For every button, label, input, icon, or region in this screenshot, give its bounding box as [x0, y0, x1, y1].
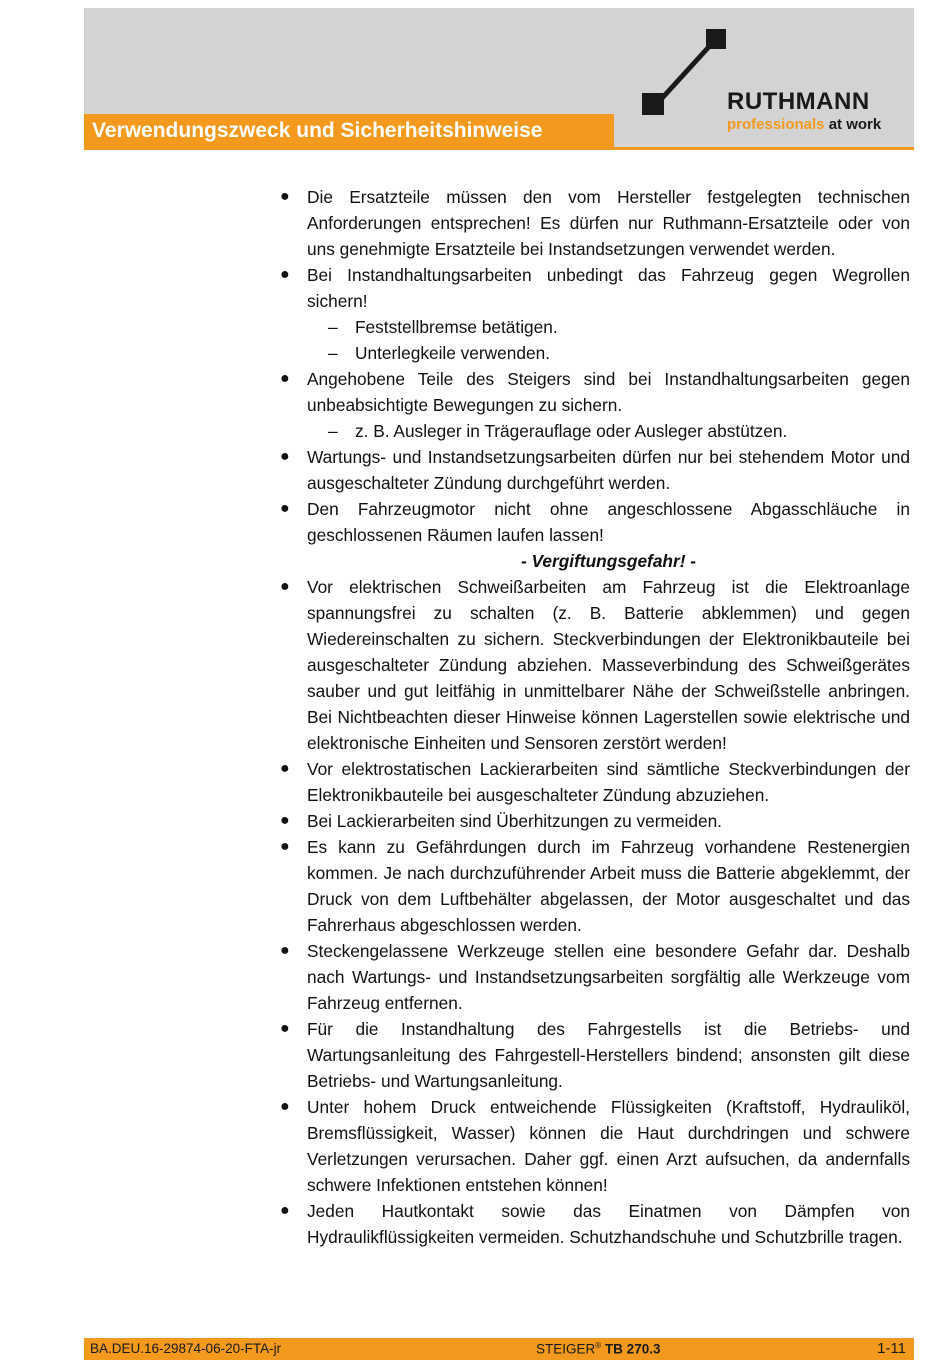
registered-trademark: ®	[595, 1341, 602, 1350]
list-item: ● Den Fahrzeugmotor nicht ohne angeschlossene Abgasschläuche in geschlossenen Räumen laufen lassen!	[280, 496, 910, 548]
bullet-icon: ●	[280, 448, 290, 465]
product-model: TB 270.3	[604, 1341, 661, 1357]
sub-list-item: – Feststellbremse betätigen.	[280, 314, 910, 340]
dash-icon: –	[328, 421, 338, 441]
section-title-bar	[84, 114, 614, 150]
logo-tagline	[727, 116, 881, 133]
sub-list-item: – z. B. Ausleger in Trägerauflage oder Ausleger abstützen.	[280, 418, 910, 444]
document-id: BA.DEU.16-29874-06-20-FTA-jr	[90, 1341, 282, 1356]
ruthmann-logo-mark	[640, 27, 730, 119]
bullet-icon: ●	[280, 266, 290, 283]
list-item: ● Vor elektrostatischen Lackierarbeiten sind sämtliche Steckverbindungen der Elektronikbauteile bei ausgeschalteter Zündung abzuziehen.	[280, 756, 910, 808]
page-title: Verwendungszweck und Sicherheitshinweise	[92, 119, 543, 142]
bullet-icon: ●	[280, 500, 290, 517]
list-item: ● Es kann zu Gefährdungen durch im Fahrzeug vorhandene Restenergien kommen. Je nach durchzuführender Arbeit muss die Batterie abgeklemmt, der Druck von dem Luftbehälter abgelassen, der Motor ausgeschaltet und das Fahrerhaus abgeschlossen werden.	[280, 834, 910, 938]
bullet-icon: ●	[280, 1202, 290, 1219]
dash-icon: –	[328, 317, 338, 337]
logo-tagline-professionals: professionals	[727, 116, 825, 133]
bullet-icon: ●	[280, 1020, 290, 1037]
list-item: ● Für die Instandhaltung des Fahrgestells ist die Betriebs- und Wartungsanleitung des Fahrgestell-Herstellers bindend; ansonsten gilt diese Betriebs- und Wartungsanleitung.	[280, 1016, 910, 1094]
header-rule	[614, 147, 914, 150]
sub-list-item: – Unterlegkeile verwenden.	[280, 340, 910, 366]
list-item: ● Die Ersatzteile müssen den vom Hersteller festgelegten technischen Anforderungen entsprechen! Es dürfen nur Ruthmann-Ersatzteile oder von uns genehmigte Ersatzteile bei Instandsetzungen verwendet werden.	[280, 184, 910, 262]
list-item: ● Bei Instandhaltungsarbeiten unbedingt das Fahrzeug gegen Wegrollen sichern!	[280, 262, 910, 314]
logo-name: RUTHMANN	[727, 88, 870, 115]
safety-instructions	[280, 184, 910, 1250]
list-item: ● Angehobene Teile des Steigers sind bei Instandhaltungsarbeiten gegen unbeabsichtigte Bewegungen zu sichern.	[280, 366, 910, 418]
page-footer	[84, 1338, 914, 1360]
list-item: ● Bei Lackierarbeiten sind Überhitzungen zu vermeiden.	[280, 808, 910, 834]
bullet-icon: ●	[280, 188, 290, 205]
list-item: ● Jeden Hautkontakt sowie das Einatmen von Dämpfen von Hydraulikflüssigkeiten vermeiden. Schutzhandschuhe und Schutzbrille tragen.	[280, 1198, 910, 1250]
bullet-icon: ●	[280, 942, 290, 959]
list-item: ● Steckengelassene Werkzeuge stellen eine besondere Gefahr dar. Deshalb nach Wartungs- und Instandsetzungsarbeiten sorgfältig alle Werkzeuge vom Fahrzeug entfernen.	[280, 938, 910, 1016]
bullet-icon: ●	[280, 370, 290, 387]
product-name: STEIGER® TB 270.3	[536, 1341, 661, 1357]
poisoning-warning: - Vergiftungsgefahr! -	[520, 551, 697, 571]
logo-tagline-at-work: at work	[828, 116, 882, 133]
bullet-icon: ●	[280, 812, 290, 829]
bullet-icon: ●	[280, 578, 290, 595]
dash-icon: –	[328, 343, 338, 363]
page-number: 1-11	[877, 1340, 906, 1357]
bullet-icon: ●	[280, 838, 290, 855]
bullet-icon: ●	[280, 1098, 290, 1115]
list-item: ● Vor elektrischen Schweißarbeiten am Fahrzeug ist die Elektroanlage spannungsfrei zu schalten (z. B. Batterie abklemmen) und gegen Wiedereinschalten zu sichern. Steckverbindungen der Elektronikbauteile bei ausgeschalteter Zündung abziehen. Masseverbindung des Schweißgerätes sauber und gut leitfähig in unmittelbarer Nähe der Schweißstelle anbringen. Bei Nichtbeachten dieser Hinweise können Lagerstellen sowie elektrische und elektronische Einheiten und Sensoren zerstört werden!	[280, 574, 910, 756]
list-item: ● Wartungs- und Instandsetzungsarbeiten dürfen nur bei stehendem Motor und ausgeschalteter Zündung durchgeführt werden.	[280, 444, 910, 496]
list-item: ● Unter hohem Druck entweichende Flüssigkeiten (Kraftstoff, Hydrauliköl, Bremsflüssigkeit, Wasser) können die Haut durchdringen und schwere Verletzungen verursachen. Daher ggf. einen Arzt aufsuchen, da andernfalls schwere Infektionen entstehen können!	[280, 1094, 910, 1198]
bullet-icon: ●	[280, 760, 290, 777]
